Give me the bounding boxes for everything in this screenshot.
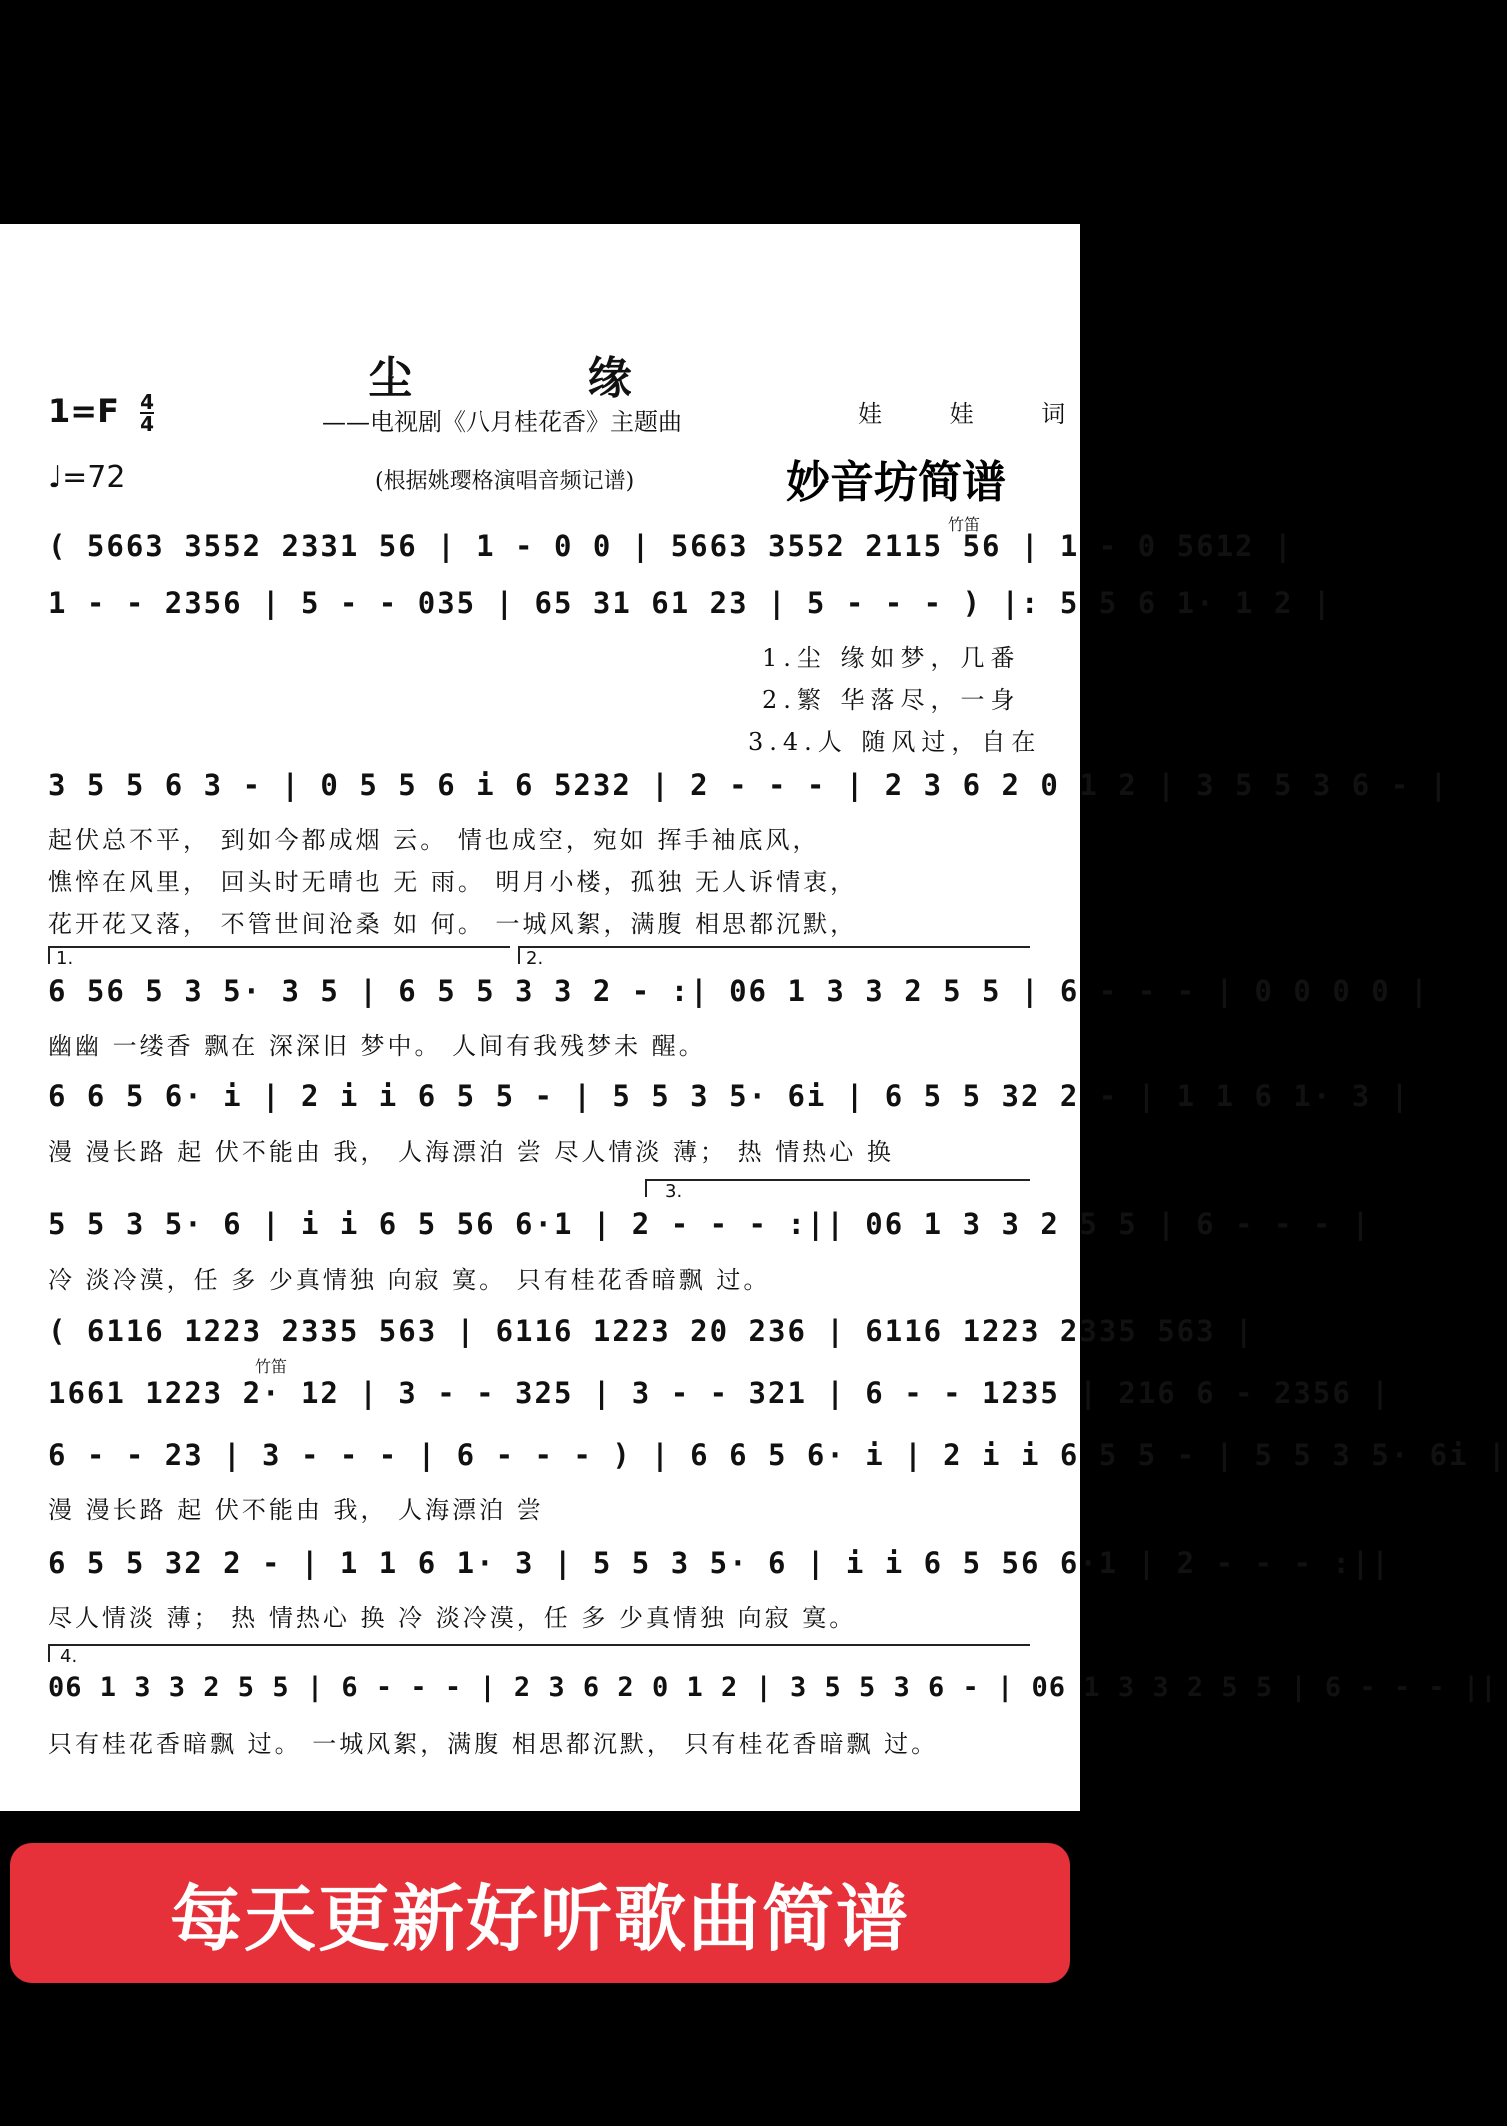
time-denominator: 4 [140, 412, 154, 436]
notation-row: ( 5663 3552 2331 56 | 1 - 0 0 | 5663 3552 2115 56 | 1 - 0 5612 | [48, 529, 1294, 563]
notation-row: 1661 1223 2· 12 | 3 - - 325 | 3 - - 321 | 6 - - 1235 | 216 6 - 2356 | [48, 1376, 1391, 1410]
lyric-line: 3.4.人 随风过，自在 [748, 728, 1042, 756]
score-sheet [0, 224, 1507, 1811]
lyric-line: 1.尘 缘如梦，几番 [762, 644, 1021, 672]
volta-bracket [48, 1644, 50, 1662]
subtitle: ——电视剧《八月桂花香》主题曲 [322, 408, 682, 436]
volta-bracket [518, 946, 1030, 948]
promo-banner [10, 1843, 1070, 1983]
volta-label: 3. [665, 1181, 683, 1202]
volta-label: 1. [56, 948, 74, 969]
volta-bracket [645, 1179, 647, 1197]
lyric-line: 幽幽 一缕香 飘在 深深旧 梦中。 人间有我残梦未 醒。 [48, 1032, 706, 1060]
watermark: 妙音坊简谱 [786, 457, 1006, 508]
song-title: 尘 缘 [368, 353, 712, 404]
lyricist: 娃 娃 词 [858, 400, 1096, 428]
time-signature [140, 392, 154, 434]
notation-row: 6 56 5 3 5· 3 5 | 6 5 5 3 3 2 - :| 06 1 3 3 2 5 5 | 6 - - - | 0 0 0 0 | [48, 974, 1430, 1008]
flute-annotation: 竹笛 [948, 515, 981, 534]
lyric-line: 尽人情淡 薄； 热 情热心 换 冷 淡冷漠，任 多 少真情独 向寂 寞。 [48, 1604, 857, 1632]
lyric-line: 2.繁 华落尽，一身 [762, 686, 1021, 714]
time-numerator: 4 [140, 390, 154, 414]
lyric-line: 漫 漫长路 起 伏不能由 我， 人海漂泊 尝 [48, 1496, 544, 1524]
tempo-marking: ♩=72 [48, 460, 126, 495]
key-label: 1=F [48, 392, 119, 430]
lyric-line: 只有桂花香暗飘 过。 一城风絮，满腹 相思都沉默， 只有桂花香暗飘 过。 [48, 1730, 939, 1758]
volta-label: 4. [60, 1646, 78, 1667]
flute-annotation: 竹笛 [255, 1357, 288, 1376]
notation-row: 6 - - 23 | 3 - - - | 6 - - - ) | 6 6 5 6· i | 2 i i 6 5 5 - | 5 5 3 5· 6i | [48, 1438, 1507, 1472]
notation-row: 1 - - 2356 | 5 - - 035 | 65 31 61 23 | 5 - - - ) |: 5 5 6 1· 1 2 | [48, 586, 1333, 620]
notation-row: 06 1 3 3 2 5 5 | 6 - - - | 2 3 6 2 0 1 2 | 3 5 5 3 6 - | 06 1 3 3 2 5 5 | 6 - - - || [48, 1672, 1498, 1703]
lyric-line: 起伏总不平， 到如今都成烟 云。 情也成空，宛如 挥手袖底风， [48, 826, 820, 854]
lyric-line: 憔悴在风里， 回头时无晴也 无 雨。 明月小楼，孤独 无人诉情衷， [48, 868, 858, 896]
volta-bracket [48, 946, 50, 964]
volta-bracket [645, 1179, 1030, 1181]
notation-row: 6 5 5 32 2 - | 1 1 6 1· 3 | 5 5 3 5· 6 | i i 6 5 56 6·1 | 2 - - - :|| [48, 1546, 1391, 1580]
transcription-note: (根据姚璎格演唱音频记谱) [375, 469, 635, 494]
notation-row: 5 5 3 5· 6 | i i 6 5 56 6·1 | 2 - - - :|| 06 1 3 3 2 5 5 | 6 - - - | [48, 1207, 1372, 1241]
notation-row: 3 5 5 6 3 - | 0 5 5 6 i 6 5232 | 2 - - - | 2 3 6 2 0 1 2 | 3 5 5 3 6 - | [48, 768, 1450, 802]
promo-banner-text: 每天更新好听歌曲简谱 [169, 1877, 910, 1961]
lyric-line: 冷 淡冷漠，任 多 少真情独 向寂 寞。 只有桂花香暗飘 过。 [48, 1266, 771, 1294]
volta-bracket [518, 946, 520, 964]
volta-label: 2. [526, 948, 544, 969]
key-signature [48, 392, 154, 434]
notation-row: ( 6116 1223 2335 563 | 6116 1223 20 236 | 6116 1223 2335 563 | [48, 1314, 1255, 1348]
lyric-line: 花开花又落， 不管世间沧桑 如 何。 一城风絮，满腹 相思都沉默， [48, 910, 858, 938]
notation-row: 6 6 5 6· i | 2 i i 6 5 5 - | 5 5 3 5· 6i | 6 5 5 32 2 - | 1 1 6 1· 3 | [48, 1079, 1411, 1113]
lyric-line: 漫 漫长路 起 伏不能由 我， 人海漂泊 尝 尽人情淡 薄； 热 情热心 换 [48, 1138, 894, 1166]
volta-bracket [48, 946, 510, 948]
volta-bracket [48, 1644, 1030, 1646]
